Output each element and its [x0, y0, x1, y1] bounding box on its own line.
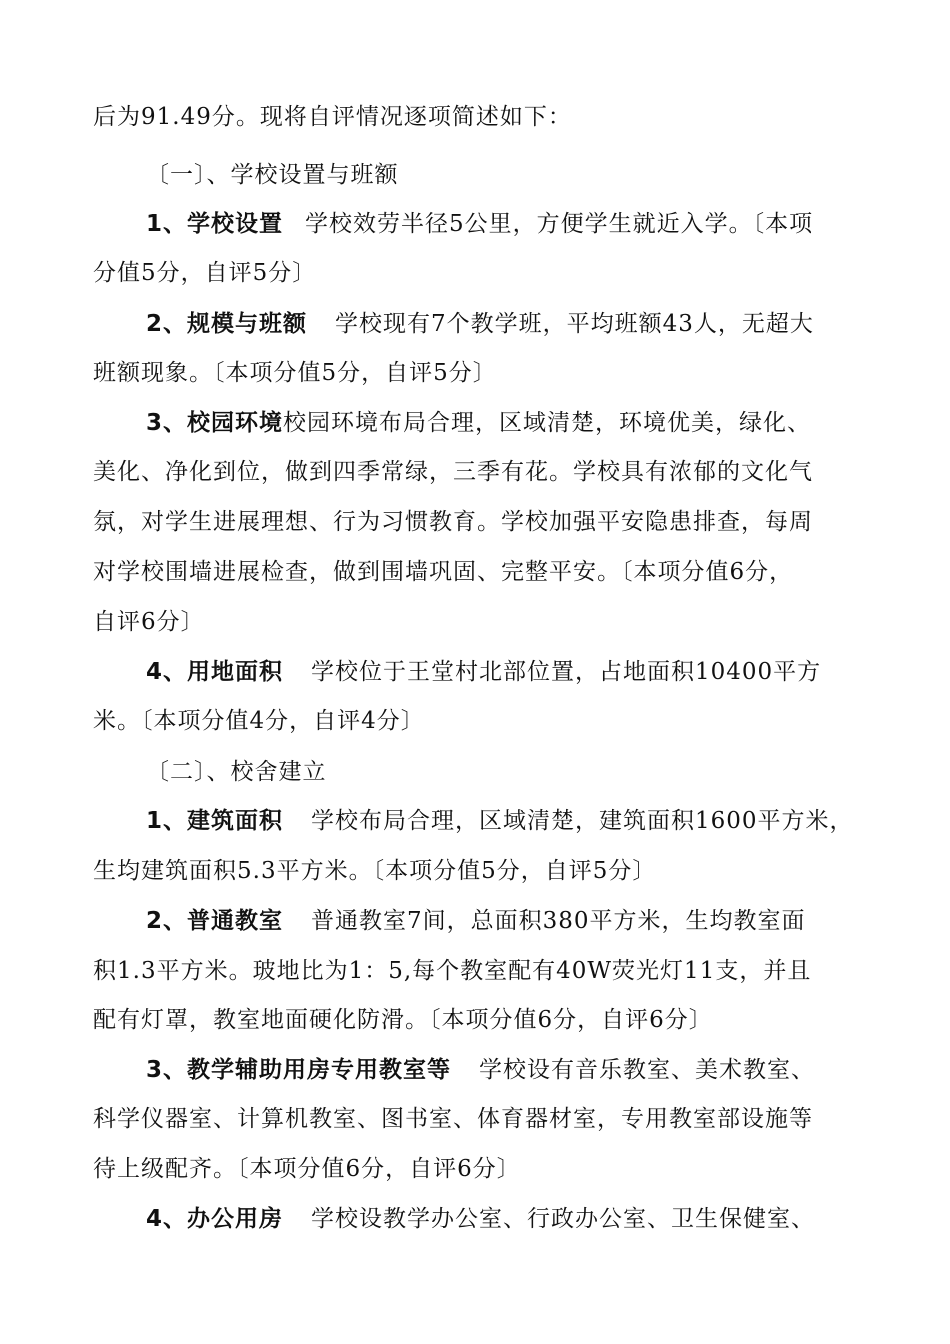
- paragraph-line: 后为91.49分。现将自评情况逐项简述如下：: [93, 104, 572, 130]
- paragraph-line: [146, 407, 873, 439]
- paragraph-line: 分值5分，自评5分〕: [93, 260, 317, 286]
- item-heading: 4、办公用房: [146, 1206, 284, 1232]
- item-heading: 3、教学辅助用房专用教室等: [146, 1057, 452, 1083]
- paragraph-line: [146, 656, 873, 688]
- item-heading: 3、校园环境: [146, 410, 284, 436]
- paragraph-line: [146, 208, 873, 240]
- paragraph-line: [146, 1054, 873, 1086]
- paragraph-line: [146, 308, 873, 340]
- item-text: 学校现有7个教学班，平均班额43人，无超大: [335, 311, 814, 337]
- paragraph-line: [146, 1203, 873, 1235]
- item-heading: 2、规模与班额: [146, 311, 308, 337]
- item-heading: 2、普通教室: [146, 908, 284, 934]
- paragraph-line: [146, 805, 873, 837]
- item-text: 学校效劳半径5公里，方便学生就近入学。〔本项: [305, 211, 814, 237]
- paragraph-line: 积1.3平方米。玻地比为1：5,每个教室配有40W荧光灯11支，并且: [93, 958, 812, 984]
- section-heading-2: 〔二〕、校舍建立: [146, 759, 327, 785]
- paragraph-line: 科学仪器室、计算机教室、图书室、体育器材室，专用教室部设施等: [93, 1106, 813, 1132]
- item-heading: 1、建筑面积: [146, 808, 284, 834]
- section-heading-1: 〔一〕、学校设置与班额: [146, 162, 399, 188]
- item-text: 学校位于王堂村北部位置，占地面积10400平方: [311, 659, 822, 685]
- item-text: 普通教室7间，总面积380平方米，生均教室面: [311, 908, 806, 934]
- paragraph-line: 米。〔本项分值4分，自评4分〕: [93, 708, 425, 734]
- paragraph-line: 氛，对学生进展理想、行为习惯教育。学校加强平安隐患排查，每周: [93, 509, 813, 535]
- item-heading: 4、用地面积: [146, 659, 284, 685]
- item-text: 学校设有音乐教室、美术教室、: [479, 1057, 816, 1083]
- paragraph-line: 生均建筑面积5.3平方米。〔本项分值5分，自评5分〕: [93, 858, 657, 884]
- paragraph-line: 对学校围墙进展检查，做到围墙巩固、完整平安。〔本项分值6分，: [93, 559, 794, 585]
- paragraph-line: [146, 905, 873, 937]
- item-text: 学校布局合理，区域清楚，建筑面积1600平方米，: [311, 808, 854, 834]
- paragraph-line: 自评6分〕: [93, 609, 205, 635]
- item-text: 校园环境布局合理，区域清楚，环境优美，绿化、: [283, 410, 812, 436]
- paragraph-line: 配有灯罩，教室地面硬化防滑。〔本项分值6分，自评6分〕: [93, 1007, 713, 1033]
- paragraph-line: 待上级配齐。〔本项分值6分，自评6分〕: [93, 1156, 521, 1182]
- item-heading: 1、学校设置: [146, 211, 284, 237]
- item-text: 学校设教学办公室、行政办公室、卫生保健室、: [311, 1206, 816, 1232]
- paragraph-line: 美化、净化到位，做到四季常绿，三季有花。学校具有浓郁的文化气: [93, 459, 813, 485]
- paragraph-line: 班额现象。〔本项分值5分，自评5分〕: [93, 360, 497, 386]
